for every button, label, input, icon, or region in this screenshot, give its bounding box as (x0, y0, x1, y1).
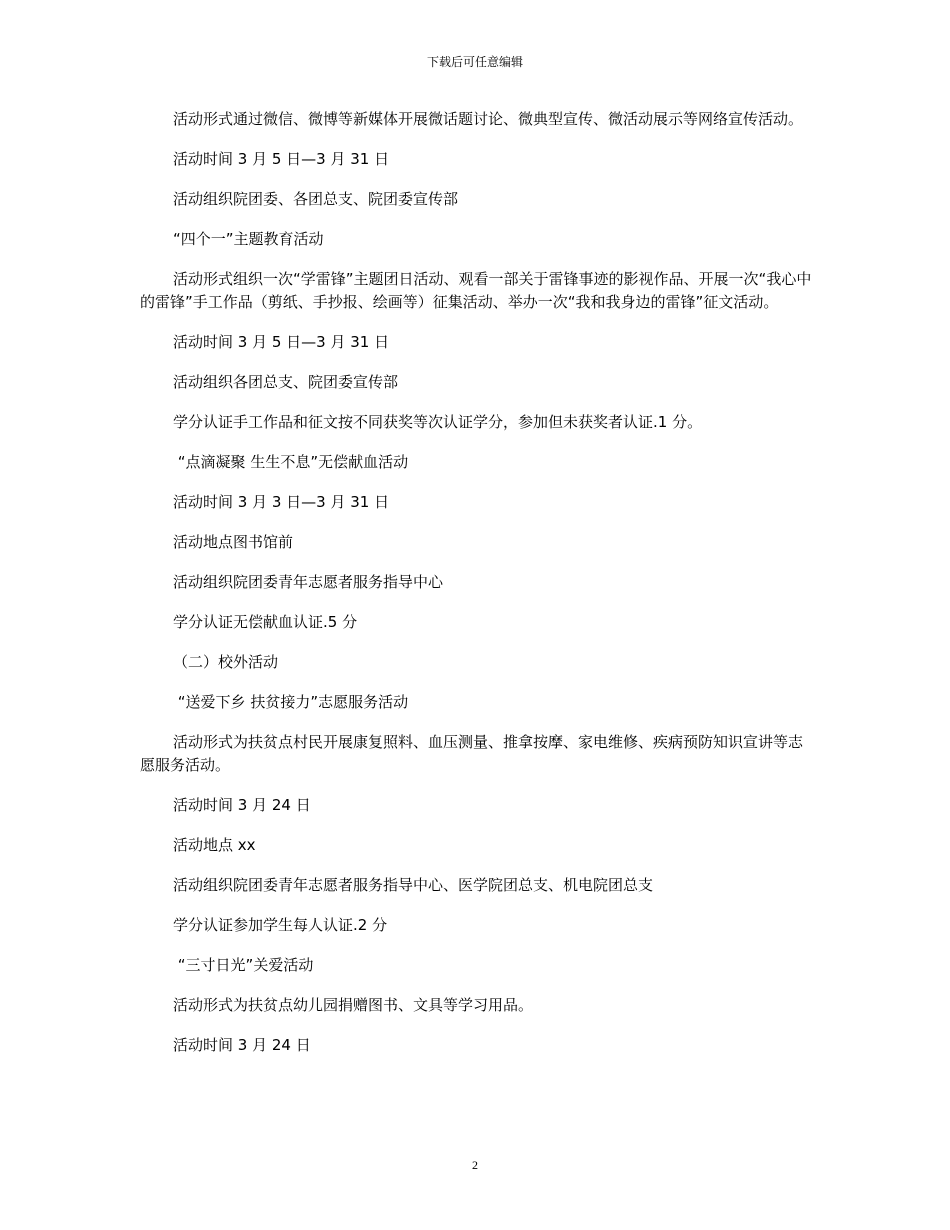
paragraph: 活动组织院团委青年志愿者服务指导中心 (173, 573, 444, 591)
paragraph: 活动组织院团委、各团总支、院团委宣传部 (173, 190, 459, 208)
paragraph: 活动地点 xx (173, 836, 256, 854)
paragraph: 活动地点图书馆前 (173, 533, 294, 551)
page-header: 下载后可任意编辑 (426, 55, 523, 69)
paragraph: 活动形式为扶贫点幼儿园捐赠图书、文具等学习用品。 (173, 996, 534, 1014)
paragraph: 活动组织各团总支、院团委宣传部 (173, 373, 399, 391)
section-heading: “送爱下乡 扶贫接力”志愿服务活动 (173, 693, 409, 711)
section-heading: “四个一”主题教育活动 (173, 230, 324, 248)
page-number: 2 (472, 1158, 478, 1172)
paragraph: 学分认证参加学生每人认证.2 分 (173, 916, 388, 934)
paragraph: 活动时间 3 月 5 日—3 月 31 日 (173, 333, 390, 351)
paragraph: 活动时间 3 月 24 日 (173, 796, 311, 814)
section-heading: “点滴凝聚 生生不息”无偿献血活动 (173, 453, 409, 471)
paragraph: 活动形式为扶贫点村民开展康复照料、血压测量、推拿按摩、家电维修、疾病预防知识宣讲等志愿服务活动。 (140, 733, 804, 774)
paragraph: 活动形式组织一次“学雷锋”主题团日活动、观看一部关于雷锋事迹的影视作品、开展一次“我心中的雷锋”手工作品（剪纸、手抄报、绘画等）征集活动、举办一次“我和我身边的雷锋”征文活动。 (140, 270, 812, 311)
paragraph: 活动时间 3 月 24 日 (173, 1036, 311, 1054)
document-body (140, 108, 812, 1074)
paragraph: 活动时间 3 月 3 日—3 月 31 日 (173, 493, 390, 511)
section-heading: （二）校外活动 (173, 653, 279, 671)
paragraph: 活动组织院团委青年志愿者服务指导中心、医学院团总支、机电院团总支 (173, 876, 654, 894)
paragraph: 活动时间 3 月 5 日—3 月 31 日 (173, 150, 390, 168)
paragraph: 学分认证手工作品和征文按不同获奖等次认证学分，参加但未获奖者认证.1 分。 (173, 413, 703, 431)
paragraph: 学分认证无偿献血认证.5 分 (173, 613, 358, 631)
paragraph: 活动形式通过微信、微博等新媒体开展微话题讨论、微典型宣传、微活动展示等网络宣传活动。 (173, 110, 804, 128)
section-heading: “三寸日光”关爱活动 (173, 956, 314, 974)
